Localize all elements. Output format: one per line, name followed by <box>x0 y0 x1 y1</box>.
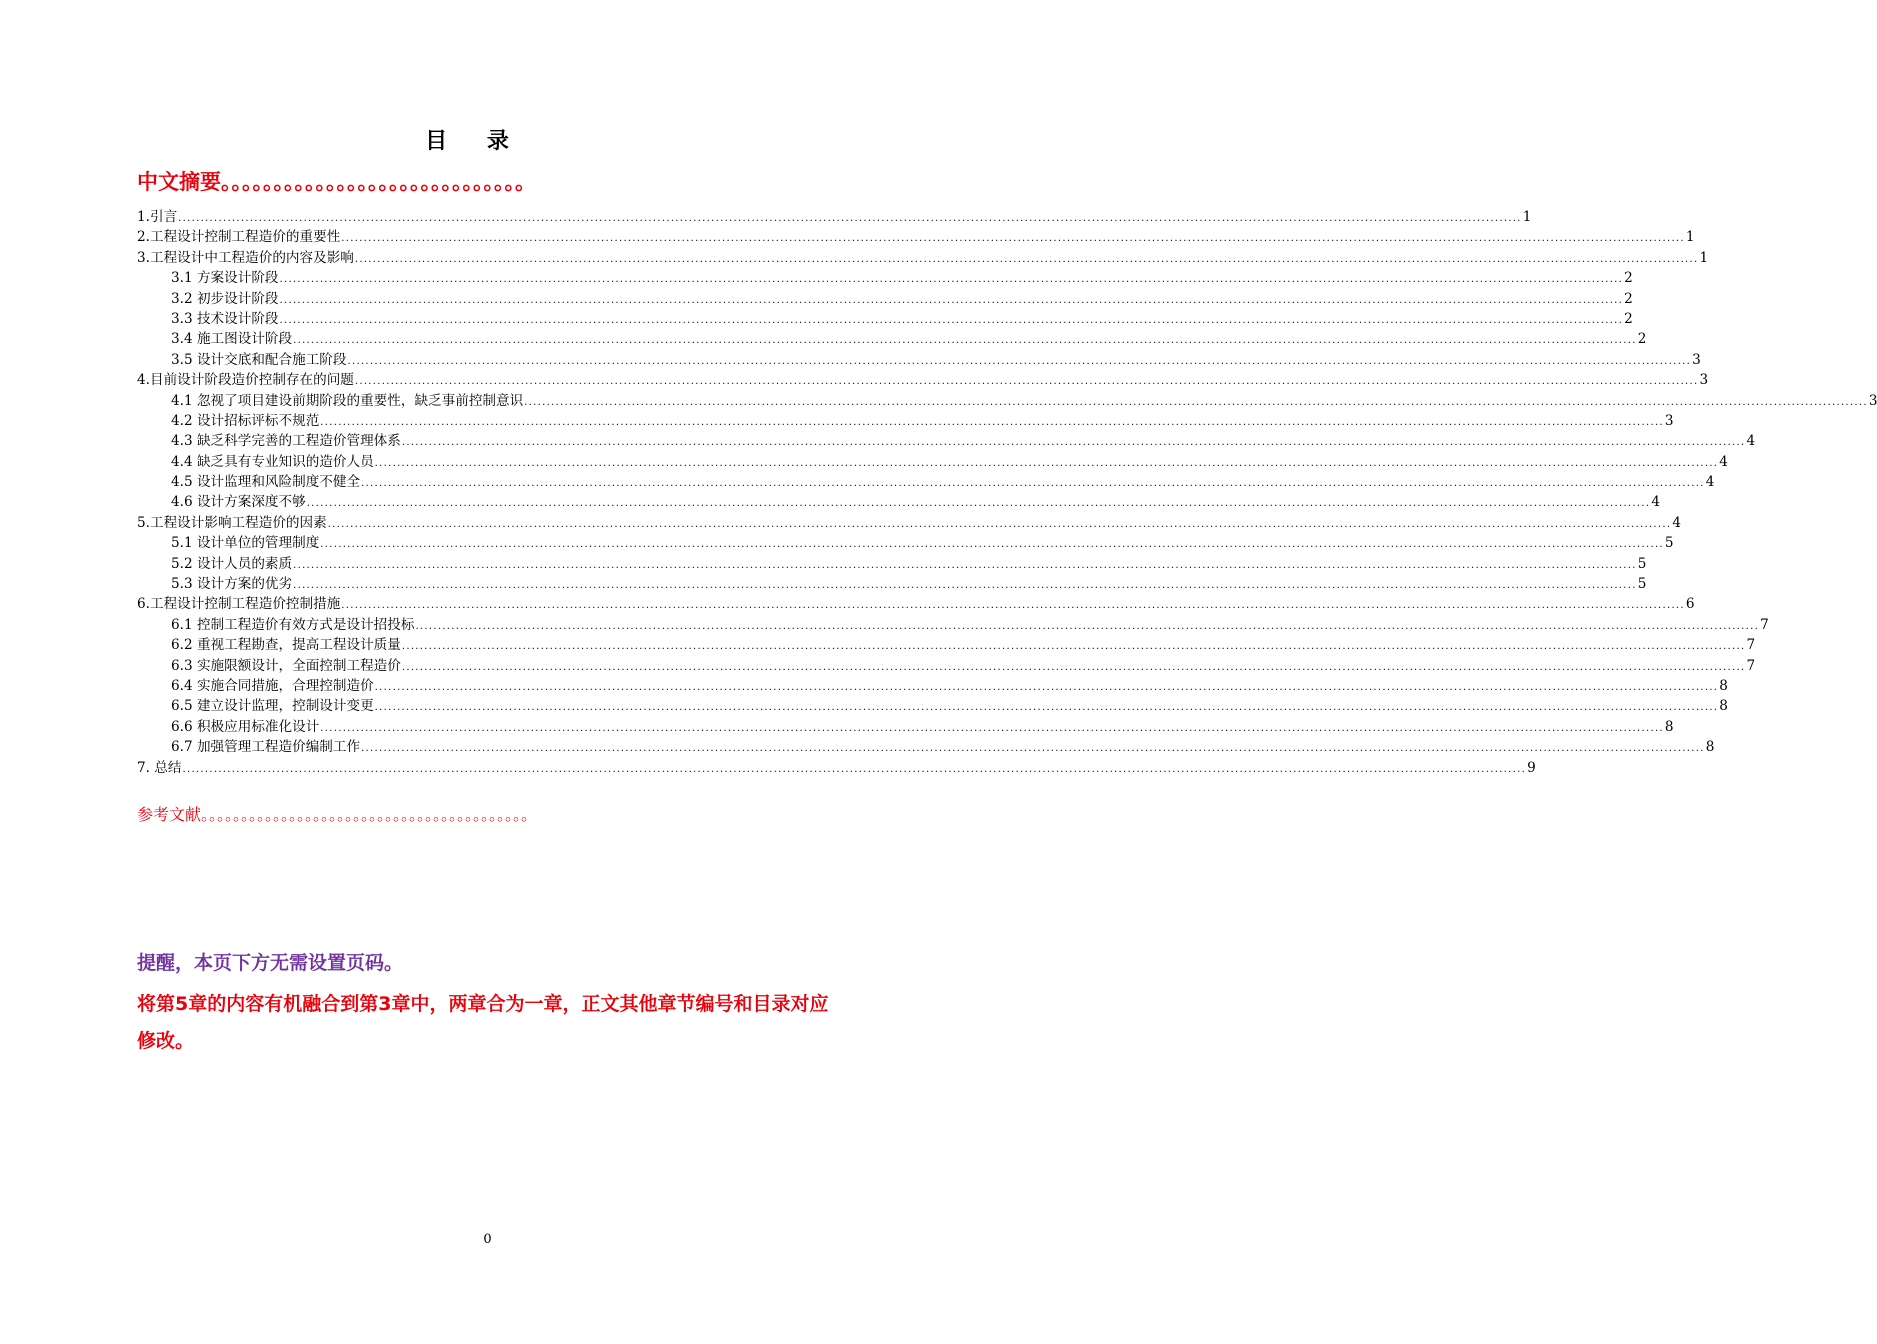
reminder-note: 提醒，本页下方无需设置页码。 <box>137 952 404 974</box>
toc-entry[interactable] <box>137 472 1715 492</box>
toc-dot-leader: ............................................................................................................................................................................................................................................................................................................ <box>347 355 1692 367</box>
toc-entry-page: 7 <box>1746 657 1756 674</box>
toc-dot-leader: ............................................................................................................................................................................................................................................................................................................ <box>361 478 1705 490</box>
toc-entry-label: 1.引言 <box>137 209 178 225</box>
toc-entry[interactable] <box>137 758 1536 778</box>
toc-entry[interactable] <box>137 248 1709 268</box>
toc-entry[interactable] <box>137 574 1647 594</box>
toc-entry-page: 2 <box>1637 331 1647 348</box>
toc-entry-page: 1 <box>1685 229 1695 246</box>
toc-entry-label: 5.2 设计人员的素质 <box>171 555 293 572</box>
toc-dot-leader: ............................................................................................................................................................................................................................................................................................................ <box>415 620 1760 632</box>
toc-entry-page: 3 <box>1699 372 1709 389</box>
toc-entry[interactable] <box>137 431 1756 451</box>
toc-entry-page: 5 <box>1664 535 1674 552</box>
toc-entry-label: 6.3 实施限额设计，全面控制工程造价 <box>171 657 401 674</box>
toc-entry-page: 7 <box>1746 637 1756 654</box>
toc-entry-page: 3 <box>1868 392 1877 409</box>
toc-entry-page: 4 <box>1746 433 1756 450</box>
toc-dot-leader: ............................................................................................................................................................................................................................................................................................................ <box>524 396 1868 408</box>
references-heading: 参考文献。。。。。。。。。。。。。。。。。。。。。。。。。。。。。。。。。。。。。。。。。 <box>137 805 538 824</box>
toc-entry-label: 5.3 设计方案的优劣 <box>171 576 293 593</box>
toc-entry-label: 4.目前设计阶段造价控制存在的问题 <box>137 372 354 389</box>
toc-entry[interactable] <box>137 696 1728 716</box>
toc-entry[interactable] <box>137 452 1728 472</box>
toc-dot-leader: ............................................................................................................................................................................................................................................................................................................ <box>354 376 1699 388</box>
toc-dot-leader: ............................................................................................................................................................................................................................................................................................................ <box>361 743 1705 755</box>
toc-entry-label: 4.6 设计方案深度不够 <box>171 494 306 511</box>
toc-entry-label: 3.3 技术设计阶段 <box>171 310 279 327</box>
toc-dot-leader: ............................................................................................................................................................................................................................................................................................................ <box>279 294 1624 306</box>
toc-entry-page: 9 <box>1527 759 1536 776</box>
toc-dot-leader: ............................................................................................................................................................................................................................................................................................................ <box>293 559 1637 571</box>
toc-dot-leader: ............................................................................................................................................................................................................................................................................................................ <box>306 498 1651 510</box>
toc-entry-page: 8 <box>1719 677 1728 694</box>
toc-entry[interactable] <box>137 717 1674 737</box>
toc-entry-page: 8 <box>1719 698 1728 715</box>
toc-dot-leader: ............................................................................................................................................................................................................................................................................................................ <box>341 600 1685 612</box>
toc-entry[interactable] <box>137 554 1647 574</box>
page-number: 0 <box>483 1232 492 1247</box>
table-of-contents <box>137 207 1877 778</box>
toc-entry-label: 3.工程设计中工程造价的内容及影响 <box>137 249 354 266</box>
toc-dot-leader: ............................................................................................................................................................................................................................................................................................................ <box>374 457 1719 469</box>
toc-entry-label: 3.4 施工图设计阶段 <box>171 331 293 348</box>
toc-entry-page: 1 <box>1699 249 1709 266</box>
toc-entry-page: 5 <box>1637 576 1647 593</box>
toc-entry-label: 4.1 忽视了项目建设前期阶段的重要性，缺乏事前控制意识 <box>171 392 524 409</box>
toc-entry-label: 6.4 实施合同措施，合理控制造价 <box>171 677 374 694</box>
toc-entry-label: 6.1 控制工程造价有效方式是设计招投标 <box>171 616 415 633</box>
toc-entry-label: 6.6 积极应用标准化设计 <box>171 718 320 735</box>
toc-entry-page: 1 <box>1522 209 1532 225</box>
toc-dot-leader: ............................................................................................................................................................................................................................................................................................................ <box>354 253 1699 265</box>
toc-entry[interactable] <box>137 370 1709 390</box>
toc-entry-page: 8 <box>1664 718 1674 735</box>
toc-entry[interactable] <box>137 492 1660 512</box>
toc-entry-page: 2 <box>1624 290 1633 307</box>
toc-entry[interactable] <box>137 268 1633 288</box>
toc-entry-label: 4.3 缺乏科学完善的工程造价管理体系 <box>171 433 401 450</box>
toc-entry-label: 4.4 缺乏具有专业知识的造价人员 <box>171 453 374 470</box>
toc-dot-leader: ............................................................................................................................................................................................................................................................................................................ <box>182 763 1527 775</box>
toc-entry-page: 3 <box>1692 351 1701 368</box>
toc-dot-leader: ............................................................................................................................................................................................................................................................................................................ <box>401 641 1746 653</box>
toc-entry-label: 4.5 设计监理和风险制度不健全 <box>171 474 361 491</box>
toc-dot-leader: ............................................................................................................................................................................................................................................................................................................ <box>327 518 1672 530</box>
toc-dot-leader: ............................................................................................................................................................................................................................................................................................................ <box>279 314 1624 326</box>
toc-dot-leader: ............................................................................................................................................................................................................................................................................................................ <box>401 437 1746 449</box>
toc-entry-page: 4 <box>1651 494 1660 511</box>
toc-dot-leader: ............................................................................................................................................................................................................................................................................................................ <box>293 335 1637 347</box>
toc-entry-label: 3.5 设计交底和配合施工阶段 <box>171 351 347 368</box>
toc-entry[interactable] <box>137 207 1532 227</box>
toc-entry-label: 3.1 方案设计阶段 <box>171 270 279 287</box>
toc-entry[interactable] <box>137 289 1633 309</box>
toc-dot-leader: ............................................................................................................................................................................................................................................................................................................ <box>279 274 1624 286</box>
toc-entry-page: 5 <box>1637 555 1647 572</box>
toc-entry-label: 6.工程设计控制工程造价控制措施 <box>137 596 341 613</box>
toc-entry-page: 2 <box>1624 310 1633 327</box>
toc-entry[interactable] <box>137 391 1877 411</box>
toc-entry-page: 4 <box>1672 514 1681 531</box>
toc-entry-page: 3 <box>1664 412 1674 429</box>
toc-entry-label: 6.5 建立设计监理，控制设计变更 <box>171 698 374 715</box>
toc-entry-label: 7. 总结 <box>137 759 182 776</box>
instruction-note: 将第5章的内容有机融合到第3章中，两章合为一章，正文其他章节编号和目录对应修改。 <box>137 993 829 1052</box>
toc-entry[interactable] <box>137 350 1701 370</box>
toc-entry[interactable] <box>137 309 1633 329</box>
page-title: 目 录 <box>425 129 525 154</box>
toc-entry-page: 7 <box>1760 616 1769 633</box>
toc-dot-leader: ............................................................................................................................................................................................................................................................................................................ <box>293 580 1637 592</box>
toc-dot-leader: ............................................................................................................................................................................................................................................................................................................ <box>320 722 1664 734</box>
toc-dot-leader: ............................................................................................................................................................................................................................................................................................................ <box>320 416 1664 428</box>
toc-dot-leader: ............................................................................................................................................................................................................................................................................................................ <box>320 539 1664 551</box>
toc-entry[interactable] <box>137 635 1756 655</box>
toc-entry[interactable] <box>137 676 1728 696</box>
toc-entry-label: 5.1 设计单位的管理制度 <box>171 535 320 552</box>
toc-entry-label: 6.2 重视工程勘查，提高工程设计质量 <box>171 637 401 654</box>
toc-dot-leader: ............................................................................................................................................................................................................................................................................................................ <box>341 233 1685 245</box>
toc-entry-label: 3.2 初步设计阶段 <box>171 290 279 307</box>
toc-entry[interactable] <box>137 329 1647 349</box>
toc-entry[interactable] <box>137 737 1715 757</box>
toc-entry[interactable] <box>137 411 1674 431</box>
toc-entry-label: 4.2 设计招标评标不规范 <box>171 412 320 429</box>
toc-entry-page: 4 <box>1719 453 1728 470</box>
toc-entry[interactable] <box>137 513 1681 533</box>
toc-entry-page: 8 <box>1705 739 1715 756</box>
toc-entry-page: 6 <box>1685 596 1695 613</box>
toc-entry[interactable] <box>137 656 1756 676</box>
toc-entry[interactable] <box>137 533 1674 553</box>
toc-entry-label: 2.工程设计控制工程造价的重要性 <box>137 229 341 246</box>
toc-dot-leader: ............................................................................................................................................................................................................................................................................................................ <box>374 681 1719 693</box>
toc-entry-page: 2 <box>1624 270 1633 287</box>
abstract-heading: 中文摘要。。。。。。。。。。。。。。。。。。。。。。。。。。。。。 <box>137 170 536 194</box>
toc-entry-page: 4 <box>1705 474 1715 491</box>
toc-entry-label: 6.7 加强管理工程造价编制工作 <box>171 739 361 756</box>
toc-dot-leader: ............................................................................................................................................................................................................................................................................................................ <box>401 661 1746 673</box>
toc-entry[interactable] <box>137 615 1769 635</box>
toc-entry[interactable] <box>137 594 1695 614</box>
toc-entry-label: 5.工程设计影响工程造价的因素 <box>137 514 327 531</box>
toc-dot-leader: ............................................................................................................................................................................................................................................................................................................ <box>178 213 1522 224</box>
toc-dot-leader: ............................................................................................................................................................................................................................................................................................................ <box>374 702 1719 714</box>
toc-entry[interactable] <box>137 227 1695 247</box>
